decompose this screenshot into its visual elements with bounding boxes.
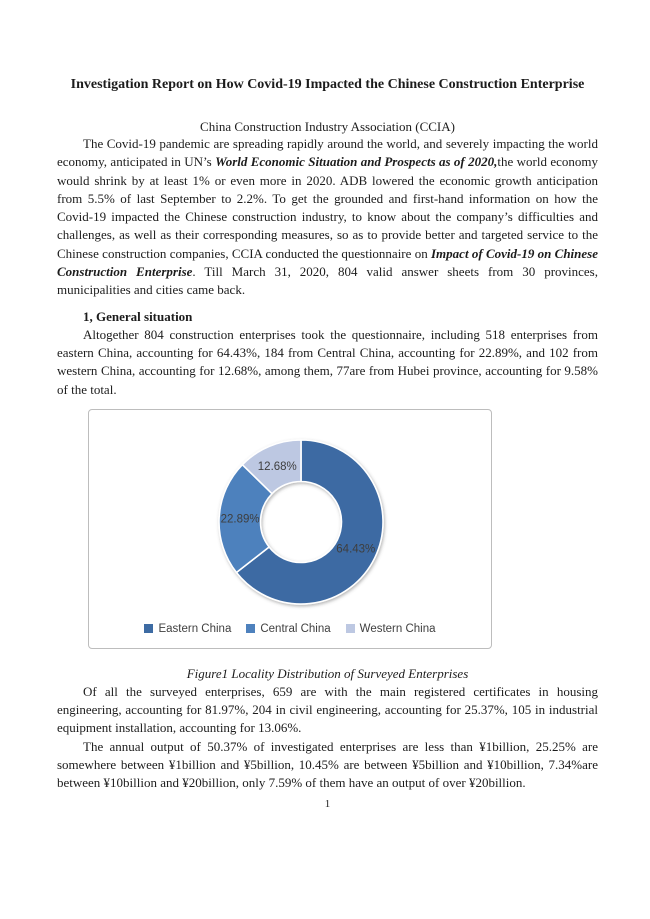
slice-data-label: 64.43% xyxy=(336,543,376,556)
document-subtitle: China Construction Industry Association (CCIA) xyxy=(200,119,455,134)
legend-label: Western China xyxy=(359,622,436,635)
slice-data-label: 22.89% xyxy=(220,513,260,526)
chart-legend xyxy=(89,623,491,635)
figure-caption: Figure1 Locality Distribution of Surveyed Enterprises xyxy=(186,665,469,681)
donut-chart-figure xyxy=(88,409,492,649)
paragraph-certificates: Of all the surveyed enterprises, 659 are with the main registered certificates in housing engineering, accounting for 81.97%, 204 in civil engineering, accounting for 25.37%, 105 in industrial equipment installation, accounting for 13.06%. xyxy=(57,683,598,736)
text-run: . Till March 31, 2020, 804 valid answer sheets from 30 provinces, municipalities and cities came back. xyxy=(57,264,598,298)
section-heading-general-situation: 1, General situation xyxy=(83,308,193,324)
paragraph-annual-output: The annual output of 50.37% of investigated enterprises are less than ¥1billion, 25.25% are somewhere between ¥1billion and ¥5billion, 10.45% are between ¥5billion and ¥10billion, 7.34%are between ¥10billion and ¥20billion, only 7.59% of them have an output of over ¥20billion. xyxy=(57,738,598,791)
text-run: Impact of Covid-19 on Chinese Construction Enterprise xyxy=(57,245,598,280)
legend-label: Central China xyxy=(260,622,331,635)
paragraph-survey-locality: Altogether 804 construction enterprises took the questionnaire, including 518 enterprises from eastern China, accounting for 64.43%, 184 from Central China, accounting for 22.89%, and 102 from western China, accounting for 12.68%, among them, 77are from Hubei province, accounting for 9.58% of the total. xyxy=(57,326,598,397)
text-run: the world economy would shrink by at least 1% or even more in 2020. ADB lowered the economic growth anticipation from 5.5% of last September to 2.2%. To get the grounded and first-hand information on how the Covid-19 impacted the Chinese construction industry, to know about the company’s difficulties and challenges, as well as their corresponding measures, so as to provide better and targeted service to the Chinese construction companies, CCIA conducted the questionnaire on xyxy=(57,154,598,261)
legend-item-central-china xyxy=(246,623,330,635)
text-run: The Covid-19 pandemic are spreading rapidly around the world, and severely impacting the world economy, anticipated in UN’s xyxy=(57,136,598,170)
slice-data-label: 12.68% xyxy=(257,460,297,473)
legend-label: Eastern China xyxy=(158,622,232,635)
page-number: 1 xyxy=(324,797,331,810)
legend-swatch-icon xyxy=(346,624,355,633)
legend-item-eastern-china xyxy=(144,623,231,635)
document-title: Investigation Report on How Covid-19 Impacted the Chinese Construction Enterprise xyxy=(70,77,585,92)
paragraph-intro xyxy=(57,135,598,300)
donut-chart-svg xyxy=(89,413,491,613)
legend-swatch-icon xyxy=(144,624,153,633)
legend-item-western-china xyxy=(346,623,436,635)
text-run: World Economic Situation and Prospects as of 2020, xyxy=(215,154,498,170)
legend-swatch-icon xyxy=(246,624,255,633)
